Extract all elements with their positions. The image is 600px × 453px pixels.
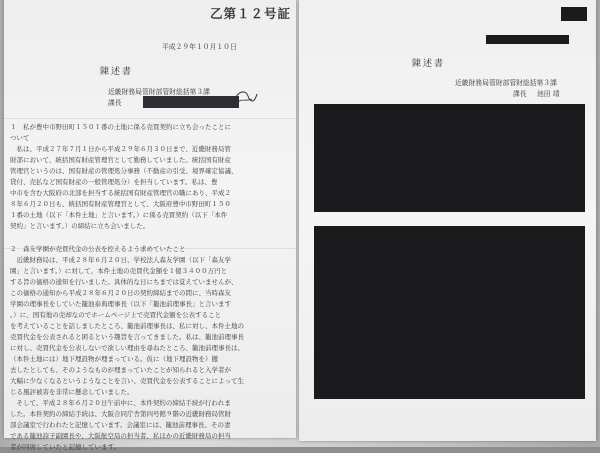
left-page: [4, 0, 296, 452]
body-line: 管理官というのは、国有財産の管理処分事務（不動産の引受、境界確定協議、: [10, 167, 238, 176]
right-author-role: 課長: [513, 90, 527, 98]
body-line: ８年６月２０日も、統括国有財産管理官として、大阪府豊中市野田町１５０: [10, 200, 231, 209]
author-role: 課長: [108, 99, 122, 107]
body-line: ２ 森友学園が売買代金の公表を控えるよう求めていたこと: [10, 244, 186, 253]
body-line: である籠池諄子副園長や、大阪航空局の担当者、私ほかの近畿財務局の担当: [10, 432, 231, 441]
body-line: 学園の理事長をしていた籠池泰典理事長（以下「籠池前理事長」と言います: [10, 299, 231, 308]
right-document-title: 陳述書: [412, 59, 446, 69]
body-redaction-upper: [314, 104, 585, 212]
right-author-name: 池田 靖: [537, 90, 560, 98]
body-line: 。）に、国有地の売却なのでホームページ上で売買代金額を公表すること: [10, 310, 222, 319]
body-line: 私は、平成２７年７月１日から平成２９年６月３０日まで、近畿財務局管: [10, 145, 231, 154]
body-line: した。本件契約の締結手続は、大阪合同庁舎第四号館９階の近畿財務局管財: [10, 410, 231, 419]
name-redaction: [143, 96, 239, 108]
body-line: に対し、売買代金を公表しないで欲しい理由を尋ねたところ、籠池前理事長は、: [10, 343, 244, 352]
body-line: する旨の価格の通知を行いました。具体的な日にちまでは覚えていませんが、: [10, 277, 238, 286]
body-line: じる風評被害を非常に懸念していました。: [10, 388, 134, 397]
page-crease: [4, 118, 296, 119]
body-line: １ 私が豊中市野田町１５０１番の土地に係る売買契約に立ち会ったことに: [10, 123, 231, 131]
body-line: そして、平成２８年６月２０日午前中に、本件契約の締結手続が行われま: [10, 399, 231, 408]
author-department: 近畿財務局管財部管財総括第３課: [108, 88, 210, 96]
right-author-department: 近畿財務局管財部管財総括第３課: [455, 79, 557, 87]
document-title: 陳述書: [100, 67, 134, 77]
date-redaction: [486, 35, 569, 44]
body-line: 貸付、売払など国有財産の一般管理処分）を担当しています。私は、豊: [10, 178, 218, 187]
body-line: 契約」と言います。）の締結に立ち会いました。: [10, 222, 150, 231]
evidence-label: 乙第１２号証: [210, 6, 292, 21]
body-line: １番の土地（以下「本件土地」と言います。）に係る売買契約（以下「本件: [10, 211, 228, 220]
body-line: 大幅に少なくなるというようなことを言い、売買代金を公表することによって生: [10, 377, 244, 386]
body-redaction-lower: [314, 226, 585, 399]
body-line: 去したとしても、そのようなものが埋まっていたことが知られると入学者が: [10, 366, 231, 375]
body-line: 中市を含む大阪府の北部を担当する統括国有財産管理官の職にあり、平成２: [10, 189, 231, 198]
handwritten-mark: [230, 86, 260, 108]
body-line: 売買代金を公表されると困るという趣旨を言ってきました。私は、籠池前理事長: [10, 332, 244, 341]
body-line: 近畿財務局は、平成２８年６月２０日、学校法人森友学園（以下「森友学: [10, 255, 231, 264]
body-line: を考えていることを話しましたところ、籠池前理事長は、私に対し、本件土地の: [10, 321, 244, 330]
body-line: 園」と言います。）に対して、本件土地の売買代金額を１億３４００万円と: [10, 266, 228, 275]
right-page: [299, 0, 596, 441]
body-line: この価格の通知から平成２８年６月２０日の契約締結までの間に、当時森友: [10, 288, 231, 297]
body-line: 部会議室で行われたと記憶しています。会議室には、籠池前理事長、その妻: [10, 421, 231, 430]
body-line: （本件土地には）地下埋設物が埋まっている。仮に（地下埋設物を）撤: [10, 354, 218, 363]
page-number-redaction: [561, 7, 587, 21]
body-line: [10, 232, 290, 243]
statement-body: [10, 122, 290, 453]
body-line: ついて: [10, 134, 30, 143]
body-line: 者が同席していたと記憶しています。: [10, 443, 120, 452]
document-date: 平成２９年１０月１０日: [162, 43, 237, 51]
body-line: 財部において、統括国有財産管理官として勤務していました。統括国有財産: [10, 156, 231, 165]
